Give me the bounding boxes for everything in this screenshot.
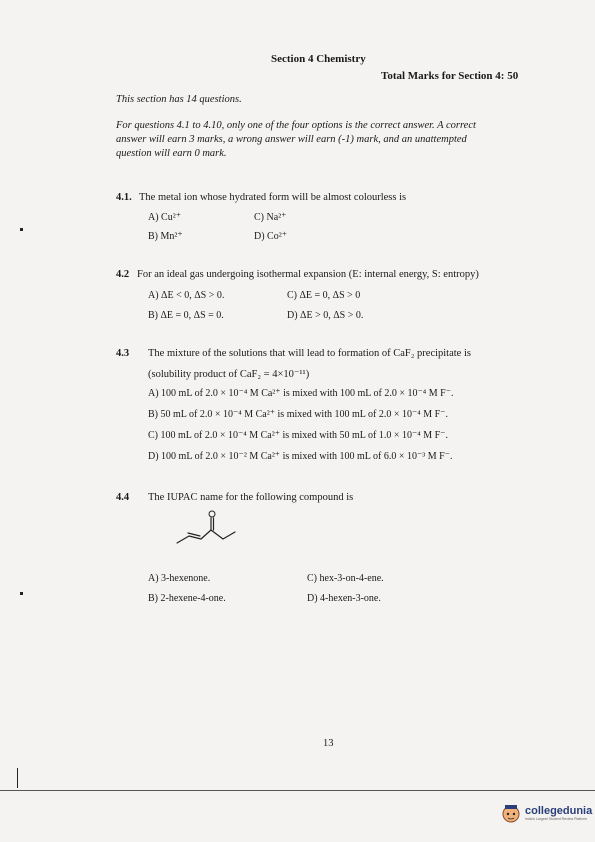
question-number: 4.3: [116, 348, 130, 359]
option-a: A) ΔE < 0, ΔS > 0.: [148, 290, 225, 301]
option-c: C) 100 mL of 2.0 × 10⁻⁴ M Ca²⁺ is mixed with 50 mL of 1.0 × 10⁻⁴ M F⁻.: [148, 430, 448, 441]
scan-mark: [20, 228, 23, 231]
option-d: D) 100 mL of 2.0 × 10⁻² M Ca²⁺ is mixed with 100 mL of 6.0 × 10⁻³ M F⁻.: [148, 451, 453, 462]
logo-tagline: India's Largest Student Review Platform: [525, 816, 588, 821]
scan-mark: [17, 768, 18, 788]
instruction-line: question will earn 0 mark.: [116, 148, 227, 159]
scan-mark: [20, 592, 23, 595]
question-text: The metal ion whose hydrated form will be almost colourless is: [139, 192, 407, 203]
carbon-chain-left: [177, 530, 211, 543]
question-number: 4.1.: [116, 192, 132, 203]
oxygen-atom: [209, 511, 215, 517]
page-number: 13: [323, 738, 334, 749]
option-b: B) ΔE = 0, ΔS = 0.: [148, 310, 224, 321]
question-number: 4.4: [116, 492, 130, 503]
compound-structure: [175, 508, 245, 550]
option-b: B) 2-hexene-4-one.: [148, 593, 226, 604]
question-count: This section has 14 questions.: [116, 94, 242, 105]
option-d: D) ΔE > 0, ΔS > 0.: [287, 310, 364, 321]
question-text: (solubility product of CaF₂ = 4×10⁻¹¹): [148, 369, 310, 380]
collegedunia-logo: [500, 802, 592, 824]
option-d: D) Co²⁺: [254, 231, 287, 242]
bottom-rule: [0, 790, 595, 791]
option-a: A) 100 mL of 2.0 × 10⁻⁴ M Ca²⁺ is mixed with 100 mL of 2.0 × 10⁻⁴ M F⁻.: [148, 388, 454, 399]
question-text: The IUPAC name for the following compound is: [148, 492, 354, 503]
option-b: B) 50 mL of 2.0 × 10⁻⁴ M Ca²⁺ is mixed with 100 mL of 2.0 × 10⁻⁴ M F⁻.: [148, 409, 448, 420]
option-c: C) ΔE = 0, ΔS > 0: [287, 290, 361, 301]
option-b: B) Mn²⁺: [148, 231, 183, 242]
mascot-icon: [500, 802, 522, 824]
total-marks: Total Marks for Section 4: 50: [381, 70, 519, 82]
option-c: C) Na²⁺: [254, 212, 287, 223]
option-a: A) Cu²⁺: [148, 212, 181, 223]
instruction-line: answer will earn 3 marks, a wrong answer will earn (-1) mark, and an unattempted: [116, 134, 467, 145]
logo-text: collegedunia: [525, 804, 593, 817]
carbon-chain-right: [211, 530, 235, 539]
option-a: A) 3-hexenone.: [148, 573, 211, 584]
option-c: C) hex-3-on-4-ene.: [307, 573, 384, 584]
question-text: For an ideal gas undergoing isothermal expansion (E: internal energy, S: entropy): [137, 269, 479, 280]
option-d: D) 4-hexen-3-one.: [307, 593, 381, 604]
instruction-line: For questions 4.1 to 4.10, only one of the four options is the correct answer. A correct: [116, 120, 476, 131]
question-text: The mixture of the solutions that will lead to formation of CaF₂ precipitate is: [148, 348, 471, 359]
double-bond: [188, 533, 200, 536]
question-number: 4.2: [116, 269, 130, 280]
section-title: Section 4 Chemistry: [271, 53, 366, 65]
